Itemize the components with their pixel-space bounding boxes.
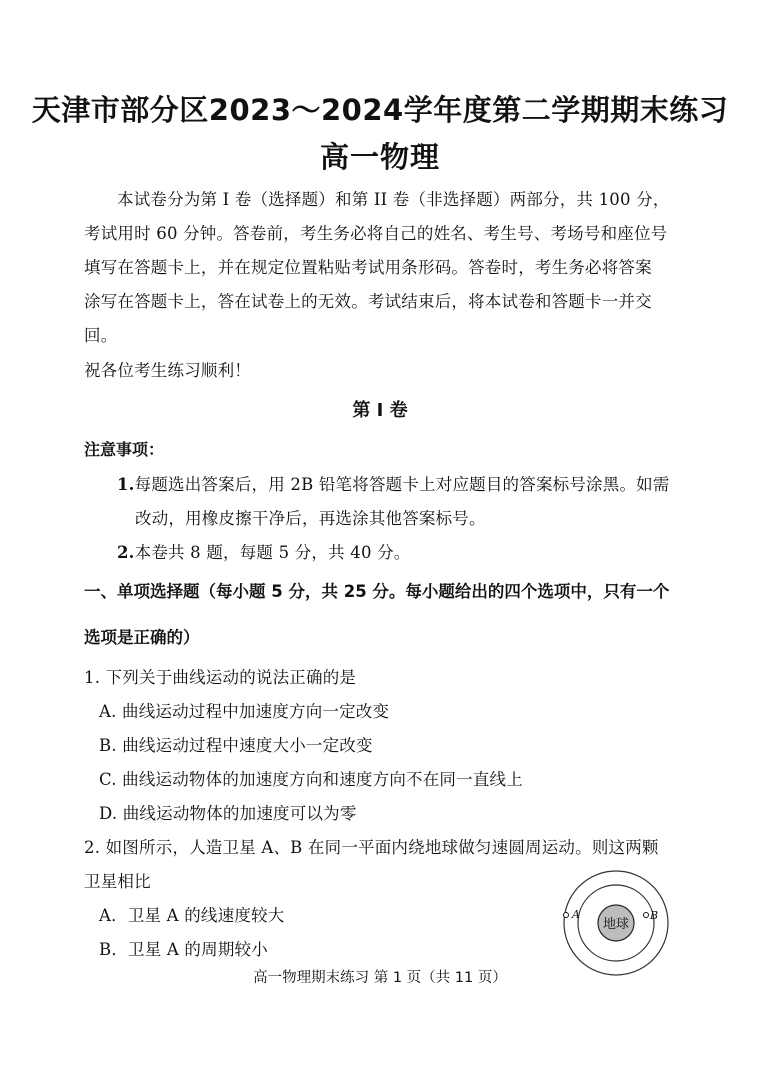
- question-1-option-a: A. 曲线运动过程中加速度方向一定改变: [99, 702, 390, 721]
- notice-text: 本卷共 8 题，每题 5 分，共 40 分。: [134, 543, 411, 562]
- section-heading-line-1: 一、单项选择题（每小题 5 分，共 25 分。每小题给出的四个选项中，只有一个: [84, 582, 670, 601]
- notice-item-1-cont: 改动，用橡皮擦干净后，再选涂其他答案标号。: [135, 509, 486, 528]
- notice-item-2: [117, 539, 411, 563]
- satellite-b-label: B: [650, 909, 659, 922]
- question-1-stem: 1. 下列关于曲线运动的说法正确的是: [84, 668, 357, 687]
- intro-line-4: 涂写在答题卡上，答在试卷上的无效。考试结束后，将本试卷和答题卡一并交: [84, 292, 652, 311]
- intro-line-5: 回。: [84, 326, 118, 345]
- page-title: 天津市部分区2023～2024学年度第二学期期末练习: [31, 93, 729, 127]
- subject-title: 高一物理: [319, 140, 440, 174]
- notice-label: 注意事项：: [84, 440, 165, 459]
- section-heading-line-2: 选项是正确的）: [84, 628, 200, 647]
- orbit-diagram: [560, 868, 672, 978]
- intro-wish: 祝各位考生练习顺利！: [84, 361, 251, 380]
- intro-line-3: 填写在答题卡上，并在规定位置粘贴考试用条形码。答卷时，考生务必将答案: [84, 258, 652, 277]
- earth-label: 地球: [602, 917, 630, 932]
- page-footer: 高一物理期末练习 第 1 页（共 11 页）: [253, 970, 507, 986]
- satellite-a-label: A: [572, 908, 580, 921]
- notice-item-1: [117, 471, 670, 495]
- notice-number: 2.: [117, 543, 135, 562]
- intro-line-2: 考试用时 60 分钟。答卷前，考生务必将自己的姓名、考生号、考场号和座位号: [84, 224, 668, 243]
- question-2-option-a: A．卫星 A 的线速度较大: [99, 906, 285, 925]
- part-heading: 第 I 卷: [352, 400, 408, 421]
- question-1-option-d: D. 曲线运动物体的加速度可以为零: [99, 804, 357, 823]
- question-2-stem-line-1: 2. 如图所示，人造卫星 A、B 在同一平面内绕地球做匀速圆周运动。则这两颗: [84, 838, 659, 857]
- notice-number: 1.: [117, 475, 135, 494]
- question-2-stem-line-2: 卫星相比: [84, 872, 151, 891]
- intro-line-1: 本试卷分为第 I 卷（选择题）和第 II 卷（非选择题）两部分，共 100 分，: [117, 190, 670, 209]
- question-1-option-b: B. 曲线运动过程中速度大小一定改变: [99, 736, 373, 755]
- notice-text: 每题选出答案后，用 2B 铅笔将答题卡上对应题目的答案标号涂黑。如需: [134, 475, 670, 494]
- question-2-option-b: B．卫星 A 的周期较小: [99, 940, 268, 959]
- question-1-option-c: C. 曲线运动物体的加速度方向和速度方向不在同一直线上: [99, 770, 523, 789]
- satellite-b-icon: [644, 913, 649, 918]
- satellite-a-icon: [564, 913, 569, 918]
